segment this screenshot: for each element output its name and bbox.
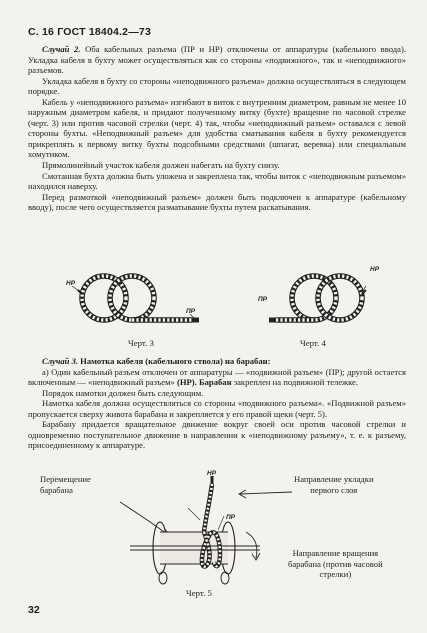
figure-4-cable-coil-counterclockwise	[258, 268, 388, 338]
figure-3-cable-coil-clockwise	[60, 268, 210, 338]
case3-title: Случай 3.	[42, 356, 79, 366]
fig3-label-pr: ПР	[186, 308, 196, 315]
figure-4-caption: Черт. 4	[300, 338, 326, 348]
case2-paragraph-2: Укладка кабеля в бухту со стороны «неподвижного разъема» должна осуществляться в следующем порядке.	[28, 75, 406, 97]
case2-paragraph-1	[28, 44, 406, 76]
case3-paragraph-2: Порядок намотки должен быть следующим.	[42, 387, 204, 398]
label-rotation-direction: Направление вращения барабана (против часовой стрелки)	[288, 548, 383, 579]
case3-section	[28, 356, 406, 451]
case2-paragraph-3: Кабель у «неподвижного разъема» изгибают в виток с внутренним диаметром, равным не менее 10 наружным диаметром кабеля, и придают полученному витку (бухте) вращение по часовой стрелке (черт. 3) или против часовой стрелки (черт. 4) так, чтобы «неподвижный разъем» оставался с левой стороны бухты. «Неподвижный разъем» для удобства сматывания кабеля в бухту рекомендуется прикреплять к первому витку бухты подсобными средствами (шпагат, веревка) или специальным хомутиком.	[28, 96, 406, 160]
case3-paragraph-3: Намотка кабеля должна осуществляться со стороны «подвижного разъема». «Подвижной разъем» пропускается сверху живота барабана и закрепляется у его правой щеки (черт. 5).	[28, 398, 406, 419]
fig4-label-pr: ПР	[258, 296, 268, 303]
figure-5-caption: Черт. 5	[186, 588, 212, 598]
case3-heading	[28, 356, 406, 367]
fig4-label-nr: НР	[370, 266, 380, 273]
case3-item-a-bold: (НР). Барабан	[177, 377, 232, 388]
fig3-label-nr: НР	[66, 280, 76, 287]
label-laying-direction: Направление укладки первого слоя	[294, 474, 374, 495]
case3-title-rest: Намотка кабеля (кабельного ствола) на барабан:	[78, 356, 271, 366]
case2-paragraph-6: Перед размоткой «неподвижный разъем» должен быть подключен к аппаратуре (кабельному вводу), после чего осуществляется разматывание бухты путем раскатывания.	[28, 191, 406, 213]
case2-p1-text: Оба кабельных разъема (ПР и НР) отключены от аппаратуры (кабельного ввода). Укладка кабеля в бухту может осуществляться как со стороны «подвижного», так и «неподвижного» разъемов.	[28, 44, 406, 76]
case2-paragraph-4: Прямолинейный участок кабеля должен набегать на бухту снизу.	[42, 160, 280, 171]
fig5-label-nr: НР	[207, 470, 217, 477]
page-header: С. 16 ГОСТ 18404.2—73	[28, 26, 151, 38]
case2-paragraph-5: Смотанная бухта должна быть уложена и закреплена так, чтобы виток с «неподвижным разъемом» находился наверху.	[28, 170, 406, 192]
fig5-label-pr: ПР	[226, 514, 236, 521]
case2-section	[28, 44, 406, 213]
figure-3-caption: Черт. 3	[128, 338, 154, 348]
page-number: 32	[28, 604, 40, 616]
label-drum-movement: Перемещение барабана	[40, 474, 91, 495]
case3-paragraph-4: Барабану придается вращательное движение вокруг своей оси против часовой стрелки и одновременно поступательное движение в направлении к «неподвижному разъему», т. е. к разъему, присоединенному к аппаратуре.	[28, 419, 406, 451]
figure-5-cable-drum	[60, 470, 300, 595]
case2-title: Случай 2.	[42, 44, 81, 54]
case3-item-a: а) Один кабельный разъем отключен от аппаратуры — «подвижной разъем» (ПР); другой остается включенным — «неподвижный разъем» (НР). Барабан закреплен на подвижной тележке.	[28, 366, 406, 388]
